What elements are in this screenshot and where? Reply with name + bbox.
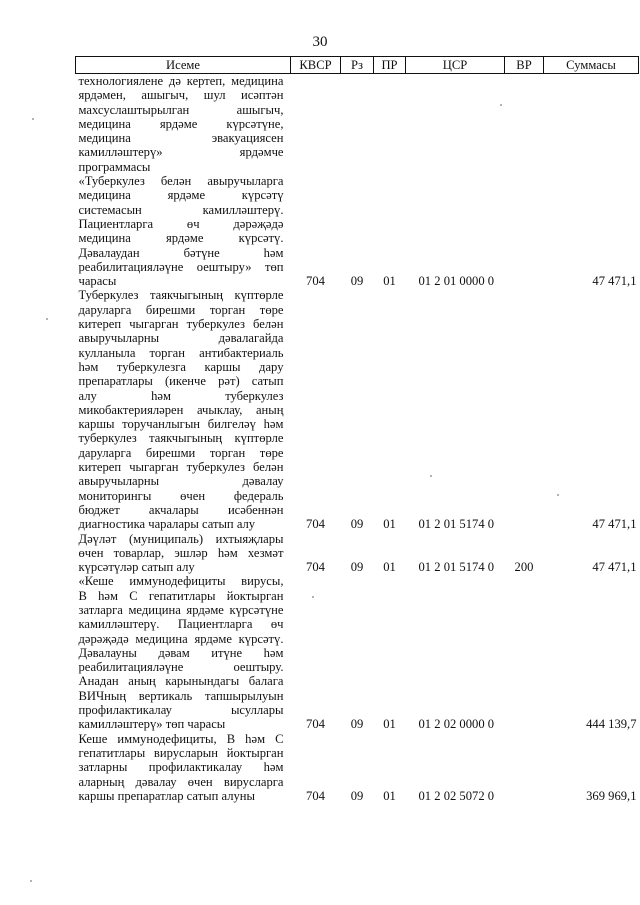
scan-speck <box>557 494 559 496</box>
scan-speck <box>500 104 502 106</box>
table-header-row <box>76 57 639 74</box>
table-row <box>76 574 639 731</box>
row-name-line: авыручыларны дәвалау <box>78 474 284 489</box>
table-row <box>76 288 639 531</box>
row-name-line: кулланыла торган антибактериаль <box>78 345 284 360</box>
row-vr-cell <box>505 74 544 175</box>
row-kvsr-cell: 704 <box>306 717 325 732</box>
row-sum-cell: 47 471,1 <box>592 274 637 289</box>
row-name-line: ВИЧның вертикаль тапшырылуын <box>78 688 284 703</box>
row-name-line: туберкулез таякчыгының күптөрле <box>78 431 284 446</box>
column-header-csr: ЦСР <box>406 57 505 74</box>
row-name-line: профилактикалау ысуллары <box>78 703 284 718</box>
row-name-line: алу һәм туберкулез <box>78 388 284 403</box>
scan-speck <box>30 880 32 882</box>
scan-speck <box>430 475 432 477</box>
row-name-line: Туберкулез таякчыгының күптөрле <box>78 288 284 303</box>
row-name-cell <box>76 532 291 575</box>
row-name-line: системасын камилләштерү. <box>78 202 284 217</box>
row-name-line: махсуслаштырылган ашыгыч, <box>78 102 284 117</box>
row-rz-cell: 09 <box>350 788 364 803</box>
row-name-cell <box>76 74 291 175</box>
row-csr-cell: 01 2 01 5174 0 <box>418 560 495 575</box>
row-name-line: камилләштерү» ярдәмче <box>78 145 284 160</box>
column-header-name: Исеме <box>76 57 291 74</box>
row-name-line: каршы препаратлар сатып алуны <box>78 788 255 803</box>
row-name-line: медицина ярдәме күрсәтү. <box>78 231 284 246</box>
row-name-line: «Туберкулез белән авыручыларга <box>78 174 284 189</box>
row-name-line: камилләштерү. Пациентларга өч <box>78 617 284 632</box>
row-name-line: программасы <box>78 159 151 174</box>
row-rz-cell: 09 <box>350 560 364 575</box>
row-name-line: диагностика чаралары сатып алу <box>78 517 256 532</box>
row-sum-cell <box>544 74 639 175</box>
row-name-line: чарасы <box>78 274 117 289</box>
scan-speck <box>312 596 314 598</box>
column-header-kvsr: КВСР <box>291 57 341 74</box>
budget-table <box>75 56 639 803</box>
row-vr-cell <box>505 174 544 288</box>
row-name-line: реабилитацияләүне оештыру» төп <box>78 259 284 274</box>
row-name-line: медицина эвакуациясен <box>78 131 284 146</box>
row-name-line: дәрәҗәдә медицина ярдәме күрсәтү. <box>78 631 284 646</box>
row-sum-cell: 444 139,7 <box>586 717 637 732</box>
page-number: 30 <box>312 34 328 50</box>
column-header-sum: Суммасы <box>544 57 639 74</box>
row-name-line: һәм туберкулезга каршы дару <box>78 359 284 374</box>
row-name-line: Дәүләт (муниципаль) ихтыяҗлары <box>78 531 284 546</box>
row-name-cell <box>76 574 291 731</box>
row-pr-cell: 01 <box>383 560 396 575</box>
row-name-cell <box>76 174 291 288</box>
row-name-line: «Кеше иммунодефициты вирусы, <box>78 574 284 589</box>
row-name-line: медицина ярдәме күрсәтү <box>78 188 284 203</box>
row-name-line: китереп чыгарган туберкулез белән <box>78 317 284 332</box>
table-row <box>76 174 639 288</box>
row-name-line: даруларга бирешми торган төре <box>78 302 284 317</box>
row-name-line: Дәвалауны дәвам итүне һәм <box>78 645 284 660</box>
row-kvsr-cell: 704 <box>306 517 325 532</box>
table-row <box>76 74 639 175</box>
row-pr-cell: 01 <box>383 788 396 803</box>
row-name-line: гепатитлары вирусларын йоктырган <box>78 745 284 760</box>
row-pr-cell: 01 <box>383 274 396 289</box>
column-header-pr: ПР <box>374 57 406 74</box>
row-name-cell <box>76 288 291 531</box>
row-name-line: микобактерияләрен ачыклау, аның <box>78 402 284 417</box>
table-row <box>76 532 639 575</box>
row-name-line: өчен товарлар, эшләр һәм хезмәт <box>78 545 284 560</box>
row-kvsr-cell: 704 <box>306 274 325 289</box>
column-header-vr: ВР <box>505 57 544 74</box>
row-sum-cell: 47 471,1 <box>592 560 637 575</box>
row-name-line: мониторингы өчен федераль <box>78 488 284 503</box>
row-name-line: камилләштерү» төп чарасы <box>78 717 226 732</box>
row-name-line: күрсәтүләр сатып алу <box>78 560 195 575</box>
row-pr-cell: 01 <box>383 517 396 532</box>
column-header-rz: Рз <box>341 57 374 74</box>
row-name-line: китереп чыгарган туберкулез белән <box>78 460 284 475</box>
row-kvsr-cell: 704 <box>306 788 325 803</box>
row-vr-cell: 200 <box>514 560 534 575</box>
row-pr-cell <box>374 74 406 175</box>
row-name-line: препаратлары (икенче рәт) сатып <box>78 374 284 389</box>
row-name-cell <box>76 732 291 803</box>
row-csr-cell: 01 2 02 5072 0 <box>418 788 495 803</box>
table-row <box>76 732 639 803</box>
row-name-line: технологиялене дә кертеп, медицина <box>78 74 284 88</box>
row-name-line: аларның дәвалау өчен вирусларга <box>78 774 284 789</box>
row-vr-cell <box>505 732 544 803</box>
row-name-line: затларга медицина ярдәме күрсәтүне <box>78 602 284 617</box>
row-name-line: В һәм С гепатитлары йоктырган <box>78 588 284 603</box>
row-csr-cell: 01 2 01 0000 0 <box>418 274 495 289</box>
table-body <box>76 74 639 804</box>
row-rz-cell <box>341 74 374 175</box>
row-kvsr-cell <box>291 74 341 175</box>
row-rz-cell: 09 <box>350 717 364 732</box>
row-name-line: авыручыларны дәвалагайда <box>78 331 284 346</box>
row-sum-cell: 369 969,1 <box>586 788 637 803</box>
row-csr-cell: 01 2 01 5174 0 <box>418 517 495 532</box>
row-name-line: ярдәмен, ашыгыч, шул исәптән <box>78 88 284 103</box>
row-sum-cell: 47 471,1 <box>592 517 637 532</box>
row-name-line: реабилитацияләүне оештыру. <box>78 660 284 675</box>
scan-speck <box>46 318 48 320</box>
row-csr-cell: 01 2 02 0000 0 <box>418 717 495 732</box>
row-name-line: затларны профилактикалау һәм <box>78 760 284 775</box>
row-name-line: Анадан аның карынындагы балага <box>78 674 284 689</box>
row-name-line: каршы торучанлыгын билгеләү һәм <box>78 417 284 432</box>
row-name-line: медицина ярдәме күрсәтүне, <box>78 116 284 131</box>
row-rz-cell: 09 <box>350 274 364 289</box>
row-vr-cell <box>505 574 544 731</box>
row-name-line: даруларга бирешми торган төре <box>78 445 284 460</box>
row-name-line: Пациентларга өч дәрәҗәдә <box>78 216 284 231</box>
scan-speck <box>32 118 34 120</box>
row-name-line: бюджет акчалары исәбеннән <box>78 502 284 517</box>
row-kvsr-cell: 704 <box>306 560 325 575</box>
row-csr-cell <box>406 74 505 175</box>
row-rz-cell: 09 <box>350 517 364 532</box>
row-pr-cell: 01 <box>383 717 396 732</box>
row-name-line: Дәвалаудан бәтүне һәм <box>78 245 284 260</box>
row-vr-cell <box>505 288 544 531</box>
row-name-line: Кеше иммунодефициты, В һәм С <box>78 731 284 746</box>
